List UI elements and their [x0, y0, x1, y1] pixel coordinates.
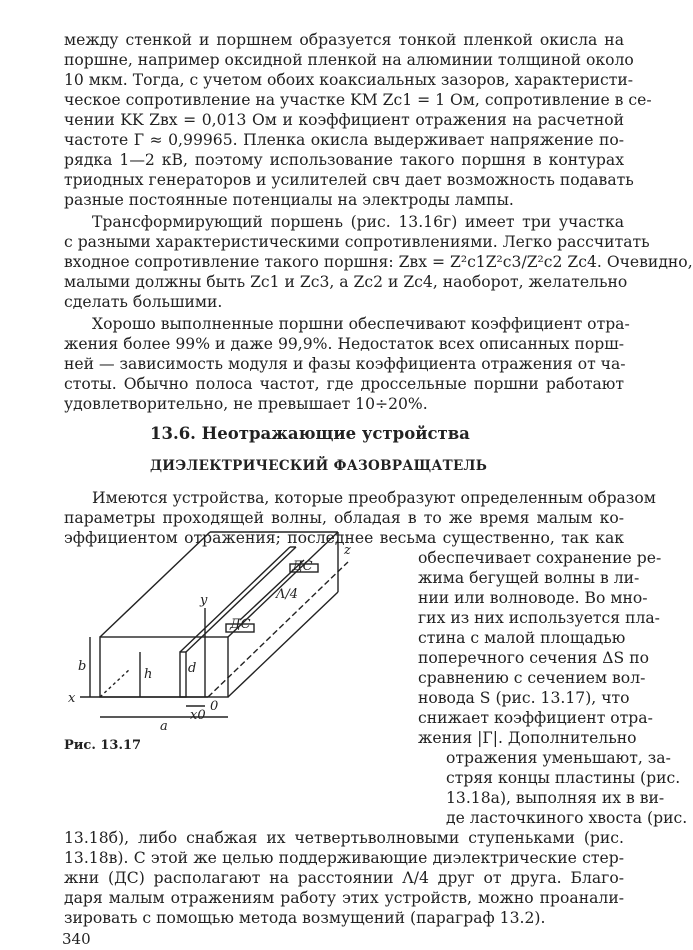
text-line: разные постоянные потенциалы на электроды лампы. — [64, 191, 514, 209]
text-line: ческое сопротивление на участке KM Zc1 = 1 Ом, сопротивление в се- — [64, 91, 652, 109]
label-x: x — [68, 691, 76, 706]
text-line: поршне, например оксидной пленкой на алюминии толщиной около — [64, 51, 634, 69]
dielectric-plate — [180, 652, 186, 697]
text-line: де ласточкиного хвоста (рис. — [446, 809, 688, 827]
z-axis — [208, 562, 348, 697]
text-line: Трансформирующий поршень (рис. 13.16г) имеет три участка — [92, 213, 624, 231]
label-h: h — [144, 667, 153, 682]
label-y: y — [200, 593, 208, 608]
text-line: стоты. Обычно полоса частот, где дроссельные поршни работают — [64, 375, 624, 393]
text-line: входное сопротивление такого поршня: Zвх = Z²c1Z²c3/Z²c2 Zc4. Очевидно, — [64, 253, 693, 271]
text-line: Хорошо выполненные поршни обеспечивают коэффициент отра- — [92, 315, 630, 333]
text-line: Имеются устройства, которые преобразуют определенным образом — [92, 489, 656, 507]
label-lambda: Λ/4 — [276, 587, 299, 602]
text-line: поперечного сечения ΔS по — [418, 649, 649, 667]
text-line: частоте Г ≈ 0,99965. Пленка окисла выдерживает напряжение по- — [64, 131, 624, 149]
text-line: с разными характеристическими сопротивлениями. Легко рассчитать — [64, 233, 650, 251]
text-line: малыми должны быть Zc1 и Zc3, а Zc2 и Zc4, наоборот, желательно — [64, 273, 628, 291]
label-zero: 0 — [210, 699, 219, 714]
text-line: отражения уменьшают, за- — [446, 749, 671, 767]
text-line: зировать с помощью метода возмущений (параграф 13.2). — [64, 909, 546, 927]
text-line: 13.18в). С этой же целью поддерживающие диэлектрические стер- — [64, 849, 624, 867]
text-line: удовлетворительно, не превышает 10÷20%. — [64, 395, 428, 413]
text-line: параметры проходящей волны, обладая в то же время малым ко- — [64, 509, 624, 527]
text-line: ней — зависимость модуля и фазы коэффициента отражения от ча- — [64, 355, 626, 373]
figure-caption: Рис. 13.17 — [64, 738, 142, 753]
text-line: гих из них используется пла- — [418, 609, 660, 627]
text-line: стина с малой площадью — [418, 629, 626, 647]
label-ds1: ДС — [292, 559, 313, 574]
text-line: 13.18а), выполняя их в ви- — [446, 789, 665, 807]
text-line: чении KK Zвх = 0,013 Ом и коэффициент отражения на расчетной — [64, 111, 624, 129]
label-z: z — [344, 543, 351, 558]
text-line: обеспечивает сохранение ре- — [418, 549, 662, 567]
text-line: жима бегущей волны в ли- — [418, 569, 640, 587]
text-line: снижает коэффициент отра- — [418, 709, 653, 727]
label-b: b — [78, 659, 87, 674]
text-line: даря малым отражениям работу этих устройств, можно проанали- — [64, 889, 624, 907]
text-line: рядка 1—2 кВ, поэтому использование такого поршня в контурах — [64, 151, 624, 169]
waveguide-front-face — [100, 637, 228, 697]
text-line: 10 мкм. Тогда, с учетом обоих коаксиальных зазоров, характеристи- — [64, 71, 633, 89]
subsection-title: ДИЭЛЕКТРИЧЕСКИЙ ФАЗОВРАЩАТЕЛЬ — [150, 458, 488, 474]
waveguide-figure — [60, 512, 408, 734]
text-line: стряя концы пластины (рис. — [446, 769, 681, 787]
text-line: 13.18б), либо снабжая их четвертьволновыми ступеньками (рис. — [64, 829, 624, 847]
text-line: жения |Г|. Дополнительно — [418, 729, 637, 747]
text-line: нии или волноводе. Во мно- — [418, 589, 648, 607]
text-line: сделать большими. — [64, 293, 223, 311]
text-line: эффициентом отражения; последнее весьма существенно, так как — [64, 529, 624, 547]
label-ds2: ДС — [230, 617, 251, 632]
text-line: жни (ДС) располагают на расстоянии Λ/4 друг от друга. Благо- — [64, 869, 624, 887]
text-line: между стенкой и поршнем образуется тонкой пленкой окисла на — [64, 31, 624, 49]
text-line: жения более 99% и даже 99,9%. Недостаток всех описанных порш- — [64, 335, 624, 353]
page-number: 340 — [62, 930, 91, 948]
text-line: триодных генераторов и усилителей свч дает возможность подавать — [64, 171, 634, 189]
section-title: 13.6. Неотражающие устройства — [150, 424, 470, 443]
label-a: a — [160, 719, 168, 734]
label-d: d — [188, 661, 197, 676]
text-line: новода S (рис. 13.17), что — [418, 689, 630, 707]
label-x0: x0 — [190, 708, 206, 723]
text-line: сравнению с сечением вол- — [418, 669, 646, 687]
